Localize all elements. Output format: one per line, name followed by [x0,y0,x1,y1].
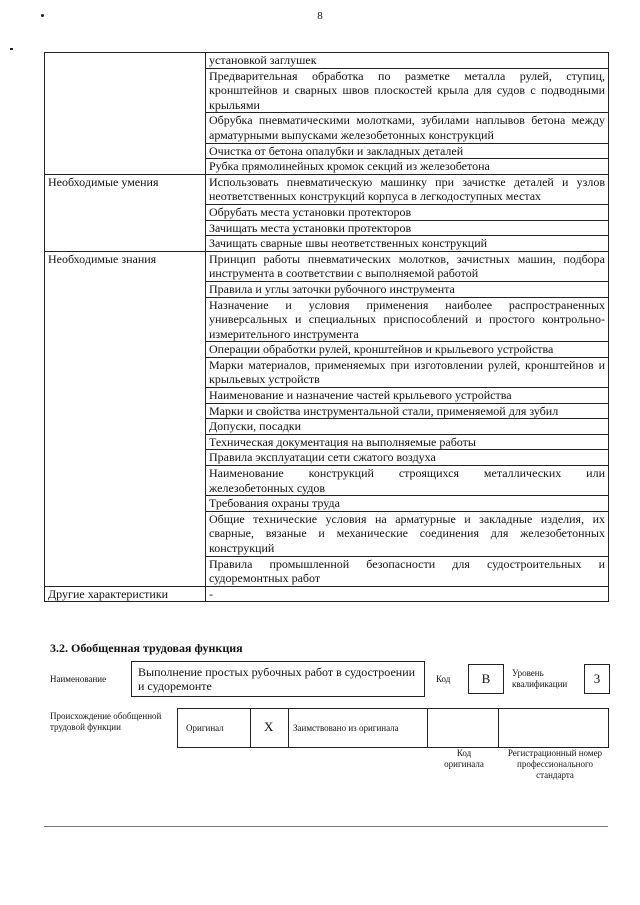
row-value: Использовать пневматическую машинку при зачистке деталей и узлов неответственных конструкций корпуса в легкодоступных местах [206,174,609,204]
origin-divider-1 [250,708,251,748]
row-value: Очистка от бетона опалубки и закладных деталей [206,143,609,159]
row-value: Техническая документация на выполняемые работы [206,434,609,450]
name-value: Выполнение простых рубочных работ в судостроении и судоремонте [138,665,416,693]
row-value: Наименование конструкций строящихся металлических или железобетонных судов [206,466,609,496]
row-value: Общие технические условия на арматурные и закладные изделия, их сварные, вязаные и механические соединения для железобетонных конструкций [206,511,609,556]
origin-divider-3 [427,708,428,748]
table-row [45,251,609,281]
row-category: Необходимые умения [45,174,206,251]
origin-divider-2 [288,708,289,748]
name-label: Наименование [50,674,107,684]
row-value: Операции обработки рулей, кронштейнов и крыльевого устройства [206,342,609,358]
level-value: 3 [593,671,601,686]
original-code-label: Код оригинала [444,748,484,769]
table-row [45,174,609,204]
bottom-rule [44,826,608,827]
level-box [584,664,610,694]
section-title: 3.2. Обобщенная трудовая функция [50,641,243,655]
row-category: Другие характеристики [45,586,206,602]
name-box [131,661,425,697]
code-box [468,664,504,694]
labor-function-table [44,52,609,602]
row-value: Требования охраны труда [206,496,609,512]
page-number: 8 [317,10,323,22]
origin-divider-4 [498,708,499,748]
row-value: Марки материалов, применяемых при изготовлении рулей, кронштейнов и крыльевых устройств [206,357,609,387]
row-category: Необходимые знания [45,251,206,586]
row-value: Правила и углы заточки рубочного инструмента [206,281,609,297]
row-value: Рубка прямолинейных кромок секций из железобетона [206,159,609,175]
original-mark: X [264,719,274,734]
row-value: Наименование и назначение частей крыльевого устройства [206,388,609,404]
row-value: Марки и свойства инструментальной стали, применяемой для зубил [206,403,609,419]
row-value: - [206,586,609,602]
level-label: Уровень квалификации [512,668,568,689]
row-value: Зачищать сварные швы неответственных конструкций [206,236,609,252]
code-value: В [481,671,491,686]
row-value: Допуски, посадки [206,419,609,435]
scan-dash [10,48,13,50]
row-value: Правила эксплуатации сети сжатого воздуха [206,450,609,466]
row-value: Зачищать места установки протекторов [206,220,609,236]
row-category [45,53,206,175]
row-value: Назначение и условия применения наиболее распространенных универсальных и специальных приспособлений и простого контрольно-измерительного инструмента [206,297,609,342]
original-label: Оригинал [186,723,224,733]
row-value: Предварительная обработка по разметке металла рулей, ступиц, кронштейнов и сварных швов плоскостей крыла для судов с подводными крыльями [206,68,609,113]
registration-number-label: Регистрационный номер профессионального стандарта [507,748,603,780]
code-label: Код [436,674,451,684]
row-value: Правила промышленной безопасности для судостроительных и судоремонтных работ [206,556,609,586]
row-value: Принцип работы пневматических молотков, зачистных машин, подбора инструмента в соответствии с выполняемой работой [206,251,609,281]
row-value: Обрубка пневматическими молотками, зубилами наплывов бетона между арматурными выпусками железобетонных конструкций [206,113,609,143]
borrowed-label: Заимствовано из оригинала [293,723,399,733]
table-row [45,586,609,602]
row-value: установкой заглушек [206,53,609,69]
table-row [45,53,609,69]
row-value: Обрубать места установки протекторов [206,204,609,220]
origin-label: Происхождение обобщенной трудовой функции [50,711,162,732]
